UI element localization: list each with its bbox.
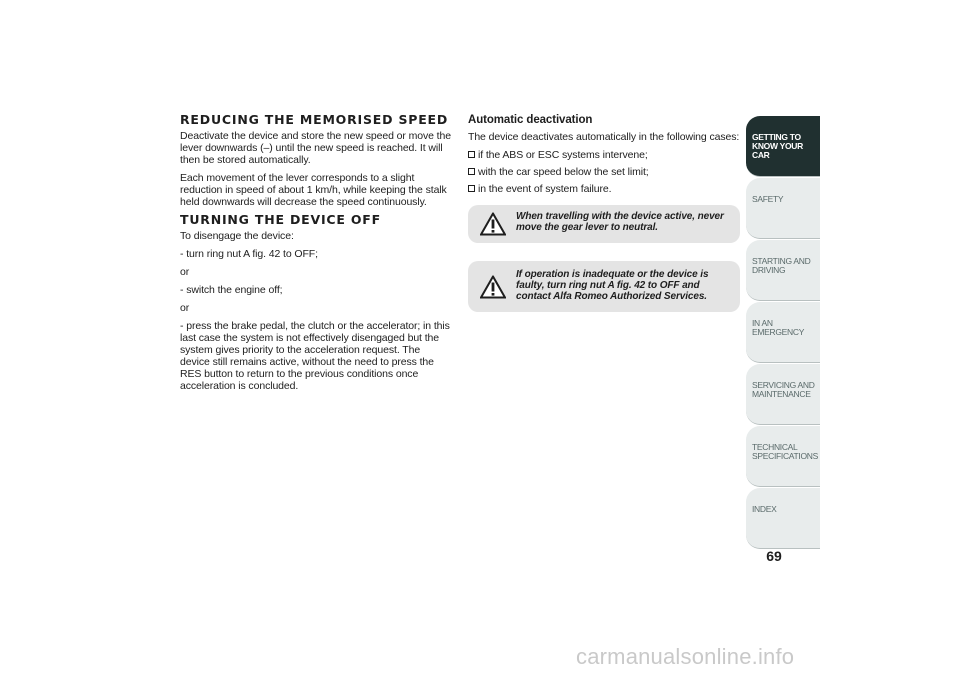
checkbox-bullet-icon [468, 151, 475, 158]
paragraph: The device deactivates automatically in the following cases: [468, 131, 740, 143]
warning-box [468, 205, 740, 243]
heading-automatic-deactivation: Automatic deactivation [468, 114, 593, 126]
paragraph: Deactivate the device and store the new speed or move the lever downwards (–) until the new speed is reached. It will then be stored automatically. [180, 130, 451, 166]
left-column [180, 114, 452, 398]
paragraph: Each movement of the lever corresponds to a slight reduction in speed of about 1 km/h, while keeping the stalk held downwards will decrease the speed continuously. [180, 172, 447, 208]
list-item: if the ABS or ESC systems intervene; [468, 149, 740, 161]
heading-reducing-speed: REDUCING THE MEMORISED SPEED [180, 112, 449, 127]
tab-getting-to-know-your-car[interactable]: GETTING TO KNOW YOUR CAR [746, 116, 820, 177]
watermark: carmanualsonline.info [576, 644, 795, 669]
paragraph: - press the brake pedal, the clutch or the accelerator; in this last case the system is not effectively disengaged but the system gives priority to the acceleration request. The device still remains active, without the need to press the RES button to return to the previous conditions once acceleration is concluded. [180, 320, 450, 392]
checkbox-bullet-icon [468, 185, 475, 192]
tab-safety[interactable]: SAFETY [746, 178, 820, 239]
warning-box [468, 261, 740, 312]
paragraph: or [180, 302, 190, 314]
deactivation-list [468, 149, 740, 195]
chapter-sidebar [746, 116, 820, 550]
tab-servicing-and-maintenance[interactable]: SERVICING AND MAINTENANCE [746, 364, 820, 425]
warning-text: If operation is inadequate or the device is faulty, turn ring nut A fig. 42 to OFF and contact Alfa Romeo Authorized Services. [516, 269, 709, 302]
warning-triangle-icon [480, 275, 506, 298]
tab-index[interactable]: INDEX [746, 488, 820, 549]
paragraph: - switch the engine off; [180, 284, 283, 296]
paragraph: or [180, 266, 190, 278]
paragraph: To disengage the device: [180, 230, 294, 242]
list-item: in the event of system failure. [468, 183, 740, 195]
tab-in-an-emergency[interactable]: IN AN EMERGENCY [746, 302, 820, 363]
heading-turning-off: TURNING THE DEVICE OFF [180, 212, 381, 227]
paragraph: - turn ring nut A fig. 42 to OFF; [180, 248, 318, 260]
warning-text: When travelling with the device active, never move the gear lever to neutral. [516, 211, 724, 233]
middle-column [468, 114, 740, 312]
warning-triangle-icon [480, 213, 506, 236]
tab-starting-and-driving[interactable]: STARTING AND DRIVING [746, 240, 820, 301]
list-item: with the car speed below the set limit; [468, 166, 740, 178]
tab-technical-specifications[interactable]: TECHNICAL SPECIFICATIONS [746, 426, 820, 487]
page-number: 69 [766, 548, 782, 564]
checkbox-bullet-icon [468, 168, 475, 175]
